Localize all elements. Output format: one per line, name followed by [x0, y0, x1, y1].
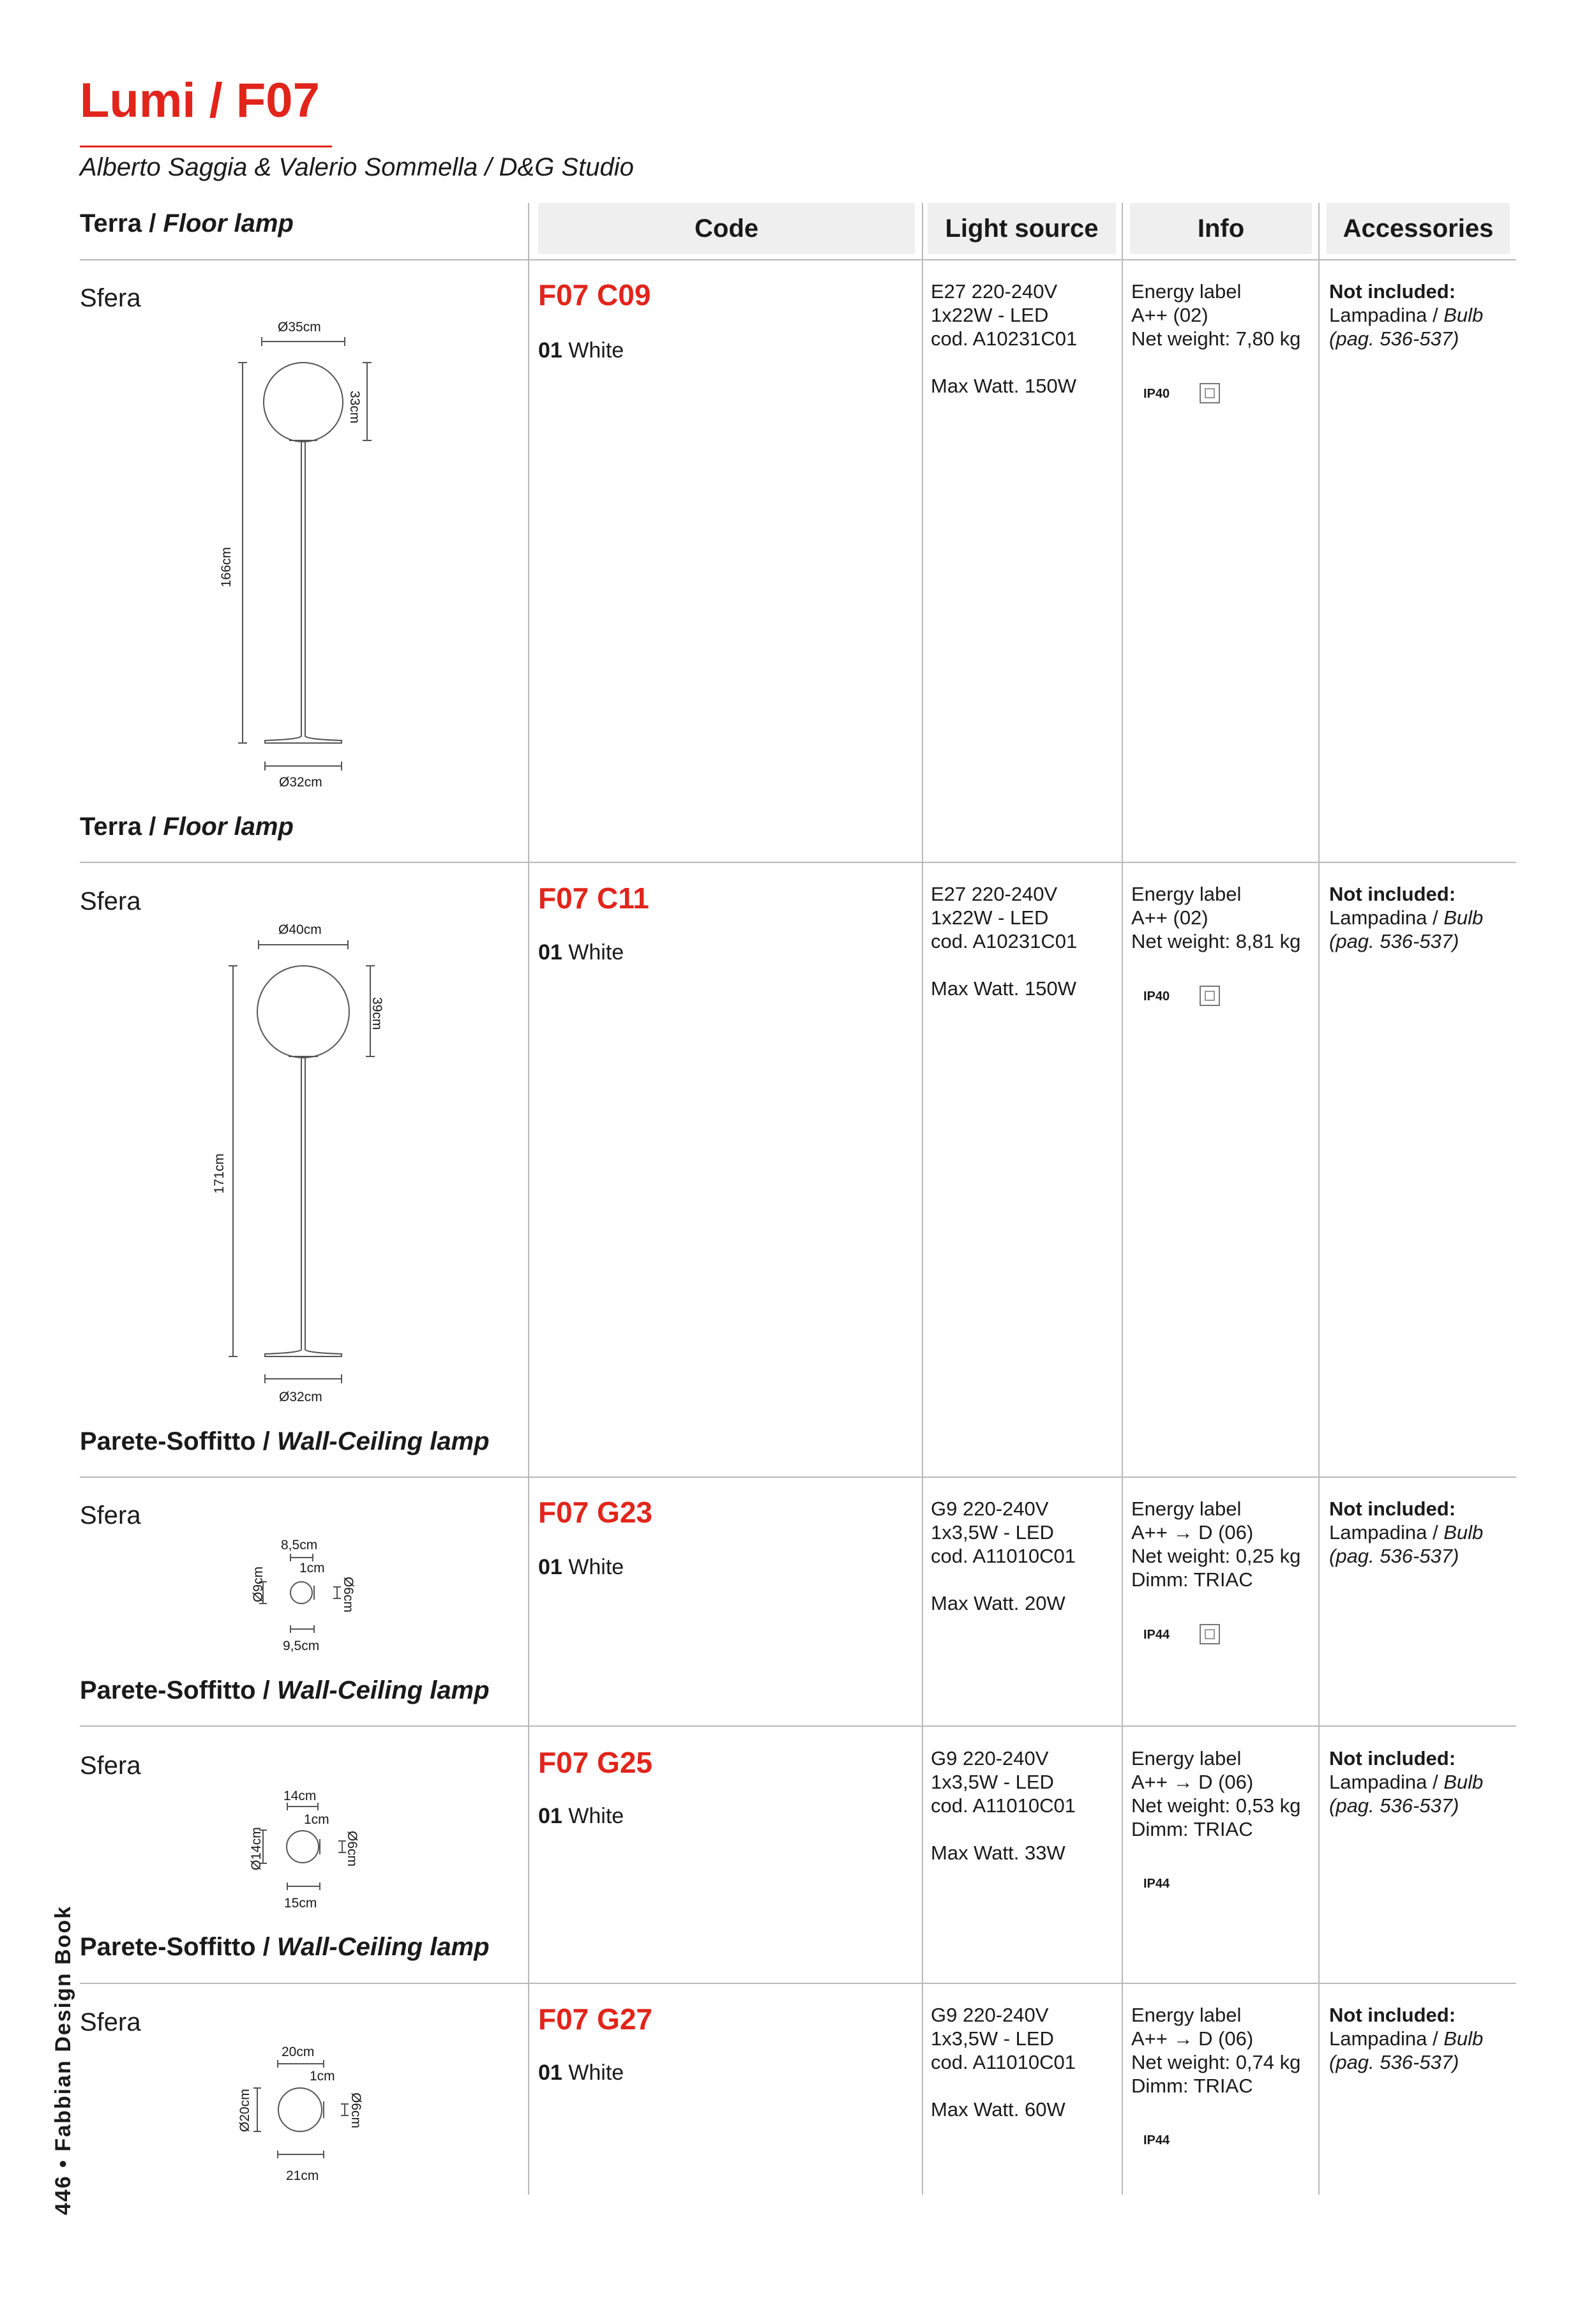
- dimension-label: 166cm: [219, 546, 234, 588]
- category-heading: Parete-Soffitto / Wall-Ceiling lamp: [80, 1427, 490, 1455]
- column-header-info: Info: [1130, 203, 1312, 254]
- ip-rating: IP40: [1143, 387, 1170, 401]
- title-underline: [80, 146, 332, 147]
- row-divider: [80, 862, 1516, 863]
- row-divider: [80, 1983, 1516, 1984]
- dimension-label: 1cm: [310, 2069, 335, 2084]
- product-code: F07 G23: [538, 1496, 652, 1529]
- row-divider: [80, 1476, 1516, 1478]
- dimension-label: 9,5cm: [283, 1639, 320, 1653]
- dimension-label: Ø6cm: [341, 1577, 356, 1613]
- energy-info: Energy label A++ → D (06) Net weight: 0,25 kg Dimm: TRIAC: [1131, 1498, 1301, 1591]
- row-divider: [80, 259, 1516, 260]
- category-heading: Parete-Soffitto / Wall-Ceiling lamp: [80, 1676, 490, 1704]
- designers: Alberto Saggia & Valerio Sommella / D&G Studio: [80, 153, 634, 181]
- colour-option: 01 White: [538, 940, 624, 965]
- light-source-info: G9 220-240V 1x3,5W - LED cod. A11010C01 Max Watt. 60W: [931, 2004, 1076, 2121]
- light-source-info: E27 220-240V 1x22W - LED cod. A10231C01 Max Watt. 150W: [931, 883, 1078, 1000]
- dimension-label: Ø9cm: [251, 1566, 266, 1602]
- page-number: 446: [51, 2175, 75, 2215]
- accessories-info: Not included: Lampadina / Bulb (pag. 536-537): [1329, 280, 1484, 350]
- accessories-info: Not included: Lampadina / Bulb (pag. 536-537): [1329, 1747, 1484, 1817]
- category-heading: Terra / Floor lamp: [80, 209, 294, 237]
- column-divider: [1122, 203, 1123, 2195]
- model-name: Sfera: [80, 1752, 141, 1780]
- dimension-label: 8,5cm: [281, 1538, 318, 1552]
- page-title: Lumi / F07: [80, 73, 320, 128]
- column-header-code: Code: [538, 203, 915, 254]
- energy-info: Energy label A++ → D (06) Net weight: 0,53 kg Dimm: TRIAC: [1131, 1747, 1301, 1840]
- dimension-label: 14cm: [283, 1789, 317, 1803]
- product-code: F07 C09: [538, 278, 651, 312]
- product-code: F07 C11: [538, 882, 649, 915]
- dimension-label: 15cm: [284, 1896, 317, 1911]
- colour-option: 01 White: [538, 338, 624, 363]
- accessories-info: Not included: Lampadina / Bulb (pag. 536-537): [1329, 1498, 1484, 1567]
- dimension-label: 20cm: [282, 2045, 315, 2059]
- dimension-label: 171cm: [212, 1153, 227, 1194]
- insulation-class-icon: [1200, 986, 1220, 1006]
- accessories-info: Not included: Lampadina / Bulb (pag. 536-537): [1329, 2004, 1484, 2073]
- dimension-label: Ø32cm: [279, 1390, 322, 1404]
- light-source-info: G9 220-240V 1x3,5W - LED cod. A11010C01 Max Watt. 33W: [931, 1747, 1076, 1864]
- ip-rating: IP44: [1143, 1877, 1170, 1891]
- ip-rating: IP44: [1143, 2133, 1170, 2147]
- dimension-label: Ø40cm: [278, 922, 322, 937]
- column-header-light-source: Light source: [928, 203, 1116, 254]
- model-name: Sfera: [80, 887, 141, 915]
- column-divider: [922, 203, 923, 2195]
- page-footer: [51, 1905, 76, 2215]
- energy-info: Energy label A++ (02) Net weight: 7,80 kg: [1131, 280, 1301, 350]
- model-name: Sfera: [80, 2008, 141, 2036]
- colour-option: 01 White: [538, 2061, 624, 2085]
- dimension-label: Ø35cm: [278, 320, 321, 334]
- column-divider: [1318, 203, 1320, 2195]
- dimension-label: Ø6cm: [349, 2092, 363, 2129]
- product-code: F07 G25: [538, 1746, 652, 1779]
- dimension-label: Ø6cm: [345, 1831, 359, 1867]
- dimension-label: 39cm: [370, 997, 384, 1030]
- ip-rating: IP44: [1143, 1628, 1170, 1642]
- light-source-info: G9 220-240V 1x3,5W - LED cod. A11010C01 Max Watt. 20W: [931, 1498, 1076, 1614]
- energy-info: Energy label A++ (02) Net weight: 8,81 kg: [1131, 883, 1301, 952]
- category-heading: Terra / Floor lamp: [80, 813, 294, 841]
- energy-info: Energy label A++ → D (06) Net weight: 0,74 kg Dimm: TRIAC: [1131, 2004, 1301, 2097]
- ip-rating: IP40: [1143, 989, 1170, 1003]
- dimension-label: 21cm: [286, 2168, 319, 2183]
- column-divider: [528, 203, 529, 2195]
- insulation-class-icon: [1200, 1624, 1220, 1644]
- colour-option: 01 White: [538, 1804, 624, 1828]
- row-divider: [80, 1725, 1516, 1727]
- insulation-class-icon: [1200, 383, 1220, 403]
- dimension-label: 1cm: [304, 1812, 329, 1827]
- column-header-accessories: Accessories: [1327, 203, 1510, 254]
- light-source-info: E27 220-240V 1x22W - LED cod. A10231C01 Max Watt. 150W: [931, 280, 1078, 397]
- model-name: Sfera: [80, 284, 141, 312]
- dimension-label: 1cm: [299, 1561, 325, 1575]
- dimension-label: Ø32cm: [279, 775, 322, 790]
- dimension-label: 33cm: [347, 391, 362, 424]
- dimension-label: Ø14cm: [249, 1827, 264, 1870]
- colour-option: 01 White: [538, 1555, 624, 1579]
- footer-bullet: •: [51, 2158, 75, 2168]
- category-heading: Parete-Soffitto / Wall-Ceiling lamp: [80, 1933, 490, 1961]
- book-title: Fabbian Design Book: [51, 1905, 75, 2152]
- dimension-label: Ø20cm: [237, 2089, 252, 2132]
- model-name: Sfera: [80, 1501, 141, 1529]
- accessories-info: Not included: Lampadina / Bulb (pag. 536-537): [1329, 883, 1484, 952]
- product-code: F07 G27: [538, 2002, 652, 2036]
